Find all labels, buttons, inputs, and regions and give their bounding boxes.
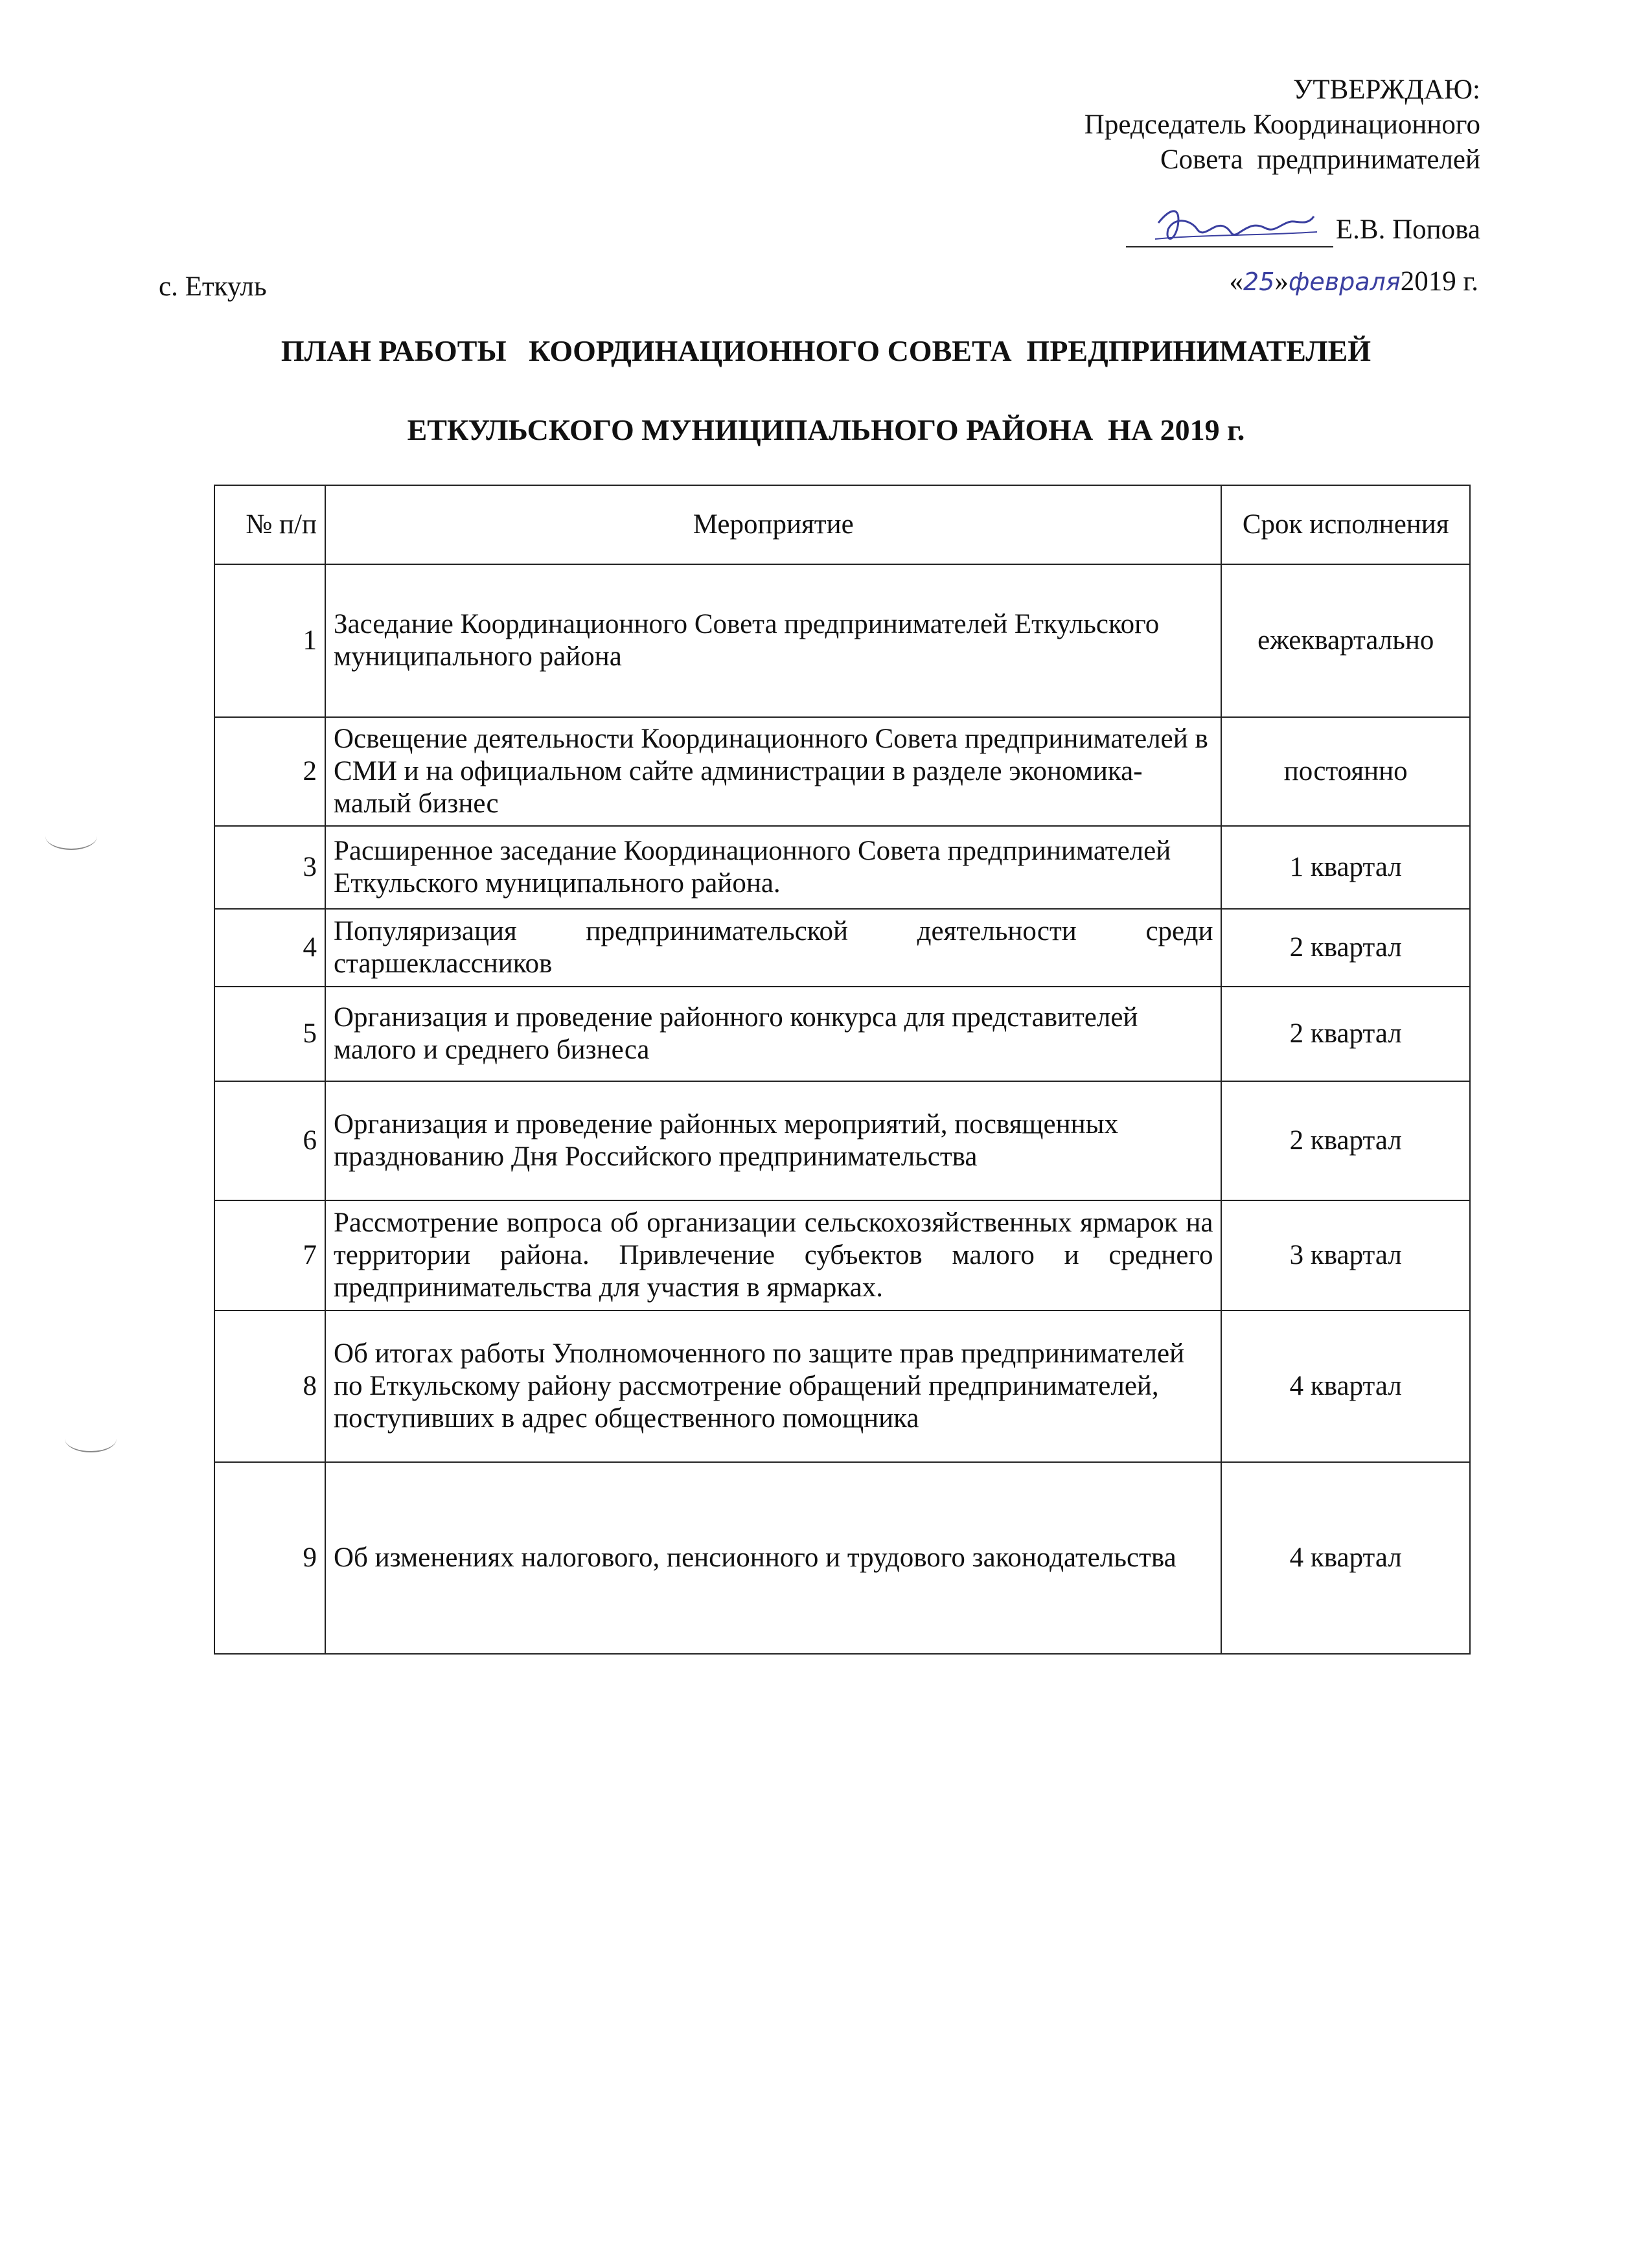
date-open-quote: « — [1229, 266, 1244, 297]
row-deadline: ежеквартально — [1221, 564, 1470, 717]
header-number: № п/п — [214, 485, 325, 564]
header-activity: Мероприятие — [325, 485, 1222, 564]
table-row — [214, 564, 1470, 717]
table-row — [214, 987, 1470, 1081]
approval-block — [1084, 73, 1480, 282]
row-activity: Рассмотрение вопроса об организации сельскохозяйственных ярмарок на территории района. Привлечение субъектов малого и среднего предпринимательства для участия в ярмарках. — [325, 1200, 1222, 1311]
table-row — [214, 1311, 1470, 1462]
punch-mark-bottom — [65, 1425, 117, 1452]
row-deadline: 4 квартал — [1221, 1311, 1470, 1462]
row-number: 7 — [214, 1200, 325, 1311]
table-row — [214, 1081, 1470, 1200]
row-activity: Расширенное заседание Координационного Совета предпринимателей Еткульского муниципального района. — [325, 826, 1222, 909]
row-activity: Организация и проведение районных мероприятий, посвященных празднованию Дня Российского предпринимательства — [325, 1081, 1222, 1200]
table-row — [214, 717, 1470, 826]
approval-position-line2: Совета предпринимателей — [1160, 144, 1480, 175]
signatory-name: Е.В. Попова — [1335, 214, 1480, 245]
plan-table — [214, 485, 1471, 1655]
document-title-line1: ПЛАН РАБОТЫ КООРДИНАЦИОННОГО СОВЕТА ПРЕДПРИНИМАТЕЛЕЙ — [281, 334, 1371, 367]
row-deadline: 3 квартал — [1221, 1200, 1470, 1311]
row-number: 2 — [214, 717, 325, 826]
row-number: 3 — [214, 826, 325, 909]
row-number: 5 — [214, 987, 325, 1081]
place-label: с. Еткуль — [159, 271, 267, 302]
document-title-line2: ЕТКУЛЬСКОГО МУНИЦИПАЛЬНОГО РАЙОНА НА 2019 г. — [407, 413, 1245, 446]
row-number: 4 — [214, 909, 325, 987]
row-deadline: 1 квартал — [1221, 826, 1470, 909]
signature-icon — [1152, 203, 1320, 255]
row-deadline: 4 квартал — [1221, 1462, 1470, 1654]
date-day: 25 — [1243, 268, 1275, 296]
row-deadline: 2 квартал — [1221, 909, 1470, 987]
row-deadline: 2 квартал — [1221, 987, 1470, 1081]
approval-date — [1230, 266, 1478, 297]
row-activity: Освещение деятельности Координационного Совета предпринимателей в СМИ и на официальном сайте администрации в разделе экономика-малый бизнес — [325, 717, 1222, 826]
row-number: 9 — [214, 1462, 325, 1654]
table-row — [214, 1462, 1470, 1654]
approval-position-line1: Председатель Координационного — [1084, 109, 1480, 140]
row-deadline: 2 квартал — [1221, 1081, 1470, 1200]
row-activity: Популяризация предпринимательской деятельности среди старшеклассников — [325, 909, 1222, 987]
table-row — [214, 826, 1470, 909]
row-activity: Организация и проведение районного конкурса для представителей малого и среднего бизнеса — [325, 987, 1222, 1081]
table-row — [214, 1200, 1470, 1311]
punch-mark-top — [45, 823, 97, 850]
approval-heading: УТВЕРЖДАЮ: — [1292, 74, 1480, 105]
row-number: 1 — [214, 564, 325, 717]
row-activity: Об итогах работы Уполномоченного по защите прав предпринимателей по Еткульскому району рассмотрение обращений предпринимателей, поступивших в адрес общественного помощника — [325, 1311, 1222, 1462]
row-activity: Заседание Координационного Совета предпринимателей Еткульского муниципального района — [325, 564, 1222, 717]
date-year: 2019 г. — [1400, 266, 1478, 297]
date-close-quote: » — [1274, 266, 1289, 297]
table-header-row — [214, 485, 1470, 564]
row-activity: Об изменениях налогового, пенсионного и трудового законодательства — [325, 1462, 1222, 1654]
signature-underline — [1126, 218, 1333, 247]
row-deadline: постоянно — [1221, 717, 1470, 826]
table-row — [214, 909, 1470, 987]
row-number: 8 — [214, 1311, 325, 1462]
header-deadline: Срок исполнения — [1221, 485, 1470, 564]
row-number: 6 — [214, 1081, 325, 1200]
date-month: февраля — [1288, 268, 1401, 296]
